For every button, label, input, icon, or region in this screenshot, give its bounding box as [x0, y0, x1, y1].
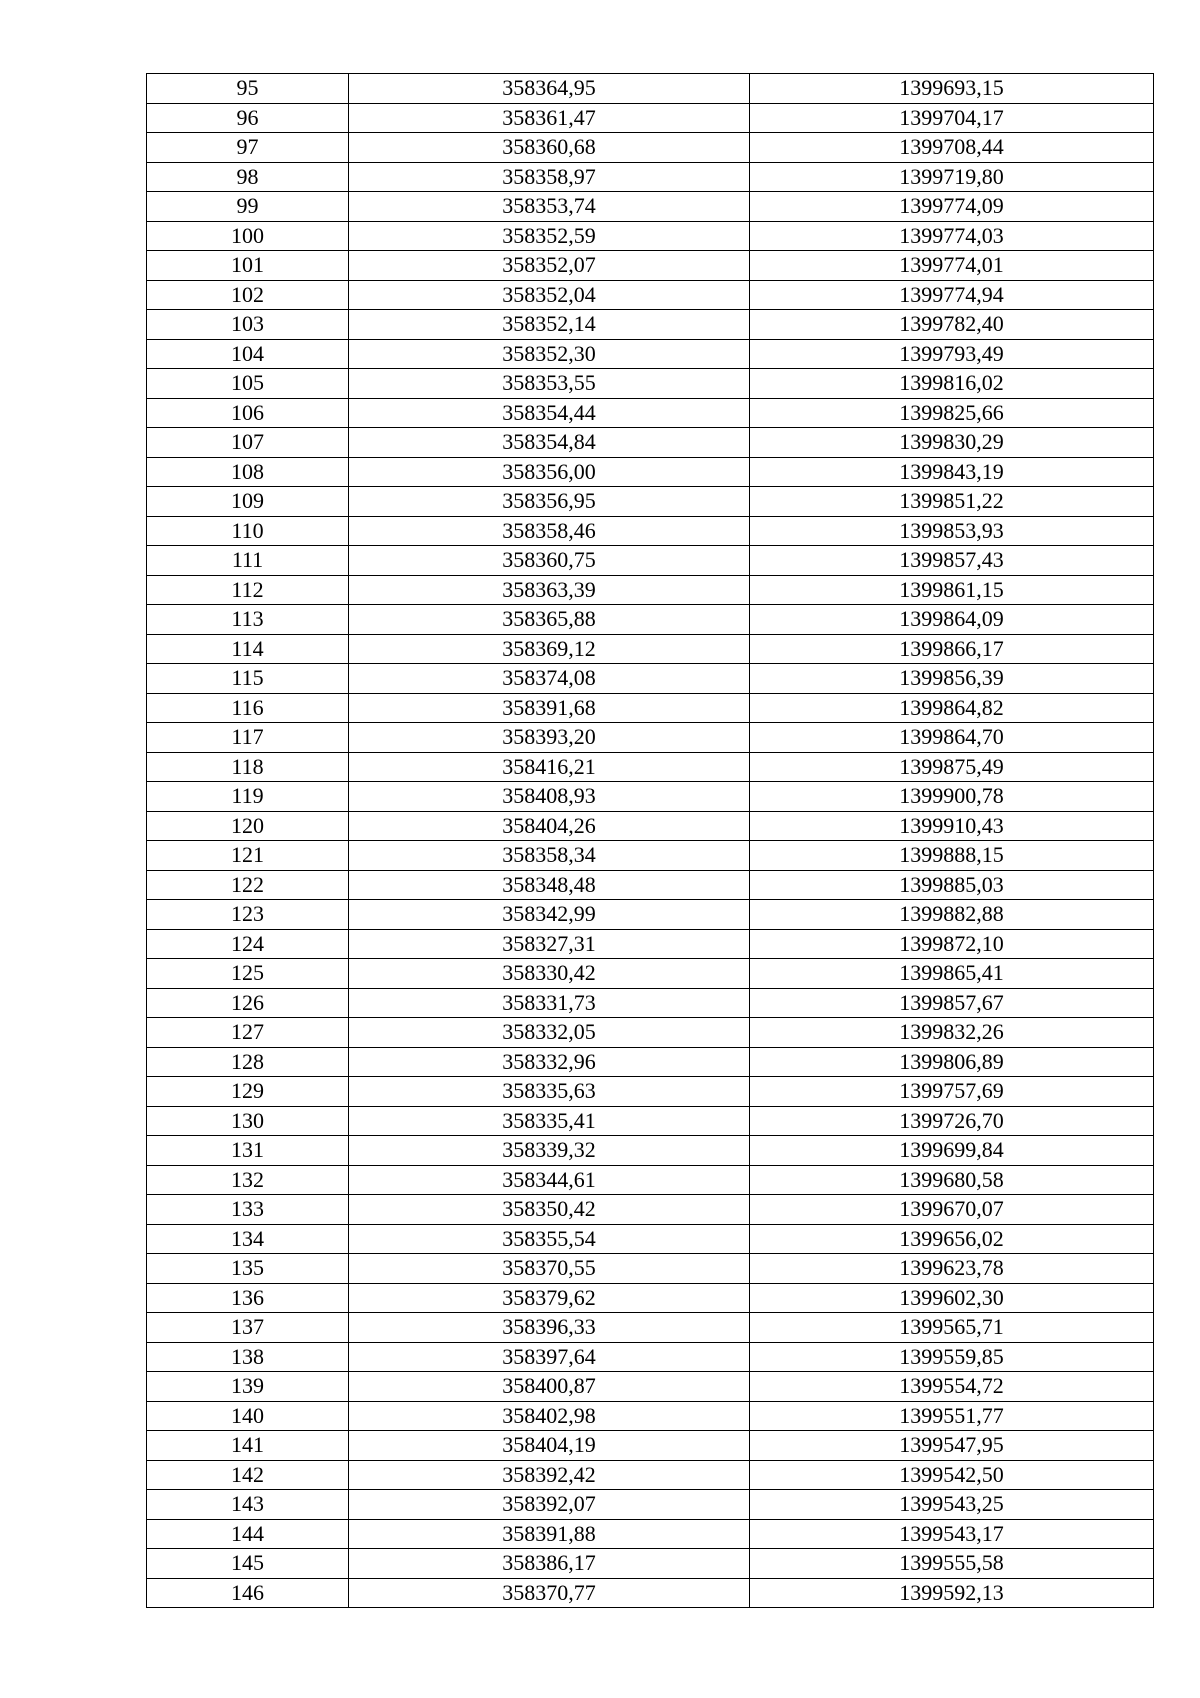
x-coordinate-cell: 358358,46	[349, 516, 750, 546]
table-row	[147, 487, 1154, 517]
point-number-cell: 132	[147, 1165, 349, 1195]
x-coordinate-cell: 358339,32	[349, 1136, 750, 1166]
y-coordinate-cell: 1399719,80	[750, 162, 1154, 192]
y-coordinate-cell: 1399857,67	[750, 988, 1154, 1018]
x-coordinate-cell: 358353,74	[349, 192, 750, 222]
x-coordinate-cell: 358352,14	[349, 310, 750, 340]
table-row	[147, 841, 1154, 871]
x-coordinate-cell: 358392,42	[349, 1460, 750, 1490]
point-number-cell: 129	[147, 1077, 349, 1107]
table-row	[147, 752, 1154, 782]
x-coordinate-cell: 358369,12	[349, 634, 750, 664]
x-coordinate-cell: 358360,68	[349, 133, 750, 163]
point-number-cell: 116	[147, 693, 349, 723]
x-coordinate-cell: 358335,63	[349, 1077, 750, 1107]
y-coordinate-cell: 1399543,25	[750, 1490, 1154, 1520]
table-row	[147, 546, 1154, 576]
y-coordinate-cell: 1399875,49	[750, 752, 1154, 782]
point-number-cell: 134	[147, 1224, 349, 1254]
table-row	[147, 192, 1154, 222]
table-row	[147, 1342, 1154, 1372]
y-coordinate-cell: 1399793,49	[750, 339, 1154, 369]
x-coordinate-cell: 358361,47	[349, 103, 750, 133]
table-row	[147, 988, 1154, 1018]
table-row	[147, 959, 1154, 989]
point-number-cell: 141	[147, 1431, 349, 1461]
x-coordinate-cell: 358397,64	[349, 1342, 750, 1372]
x-coordinate-cell: 358332,05	[349, 1018, 750, 1048]
x-coordinate-cell: 358330,42	[349, 959, 750, 989]
table-row	[147, 1549, 1154, 1579]
table-row	[147, 428, 1154, 458]
point-number-cell: 119	[147, 782, 349, 812]
x-coordinate-cell: 358356,00	[349, 457, 750, 487]
point-number-cell: 136	[147, 1283, 349, 1313]
table-row	[147, 723, 1154, 753]
x-coordinate-cell: 358344,61	[349, 1165, 750, 1195]
point-number-cell: 112	[147, 575, 349, 605]
table-row	[147, 251, 1154, 281]
x-coordinate-cell: 358396,33	[349, 1313, 750, 1343]
table-row	[147, 1460, 1154, 1490]
y-coordinate-cell: 1399699,84	[750, 1136, 1154, 1166]
table-row	[147, 693, 1154, 723]
y-coordinate-cell: 1399559,85	[750, 1342, 1154, 1372]
table-row	[147, 664, 1154, 694]
table-row	[147, 280, 1154, 310]
table-row	[147, 516, 1154, 546]
point-number-cell: 118	[147, 752, 349, 782]
table-row	[147, 1254, 1154, 1284]
y-coordinate-cell: 1399900,78	[750, 782, 1154, 812]
y-coordinate-cell: 1399623,78	[750, 1254, 1154, 1284]
y-coordinate-cell: 1399542,50	[750, 1460, 1154, 1490]
table-row	[147, 103, 1154, 133]
x-coordinate-cell: 358352,59	[349, 221, 750, 251]
x-coordinate-cell: 358364,95	[349, 74, 750, 104]
point-number-cell: 104	[147, 339, 349, 369]
x-coordinate-cell: 358360,75	[349, 546, 750, 576]
x-coordinate-cell: 358332,96	[349, 1047, 750, 1077]
y-coordinate-cell: 1399757,69	[750, 1077, 1154, 1107]
x-coordinate-cell: 358354,44	[349, 398, 750, 428]
y-coordinate-cell: 1399866,17	[750, 634, 1154, 664]
table-row	[147, 1372, 1154, 1402]
table-row	[147, 1165, 1154, 1195]
point-number-cell: 106	[147, 398, 349, 428]
y-coordinate-cell: 1399547,95	[750, 1431, 1154, 1461]
y-coordinate-cell: 1399555,58	[750, 1549, 1154, 1579]
table-row	[147, 162, 1154, 192]
point-number-cell: 131	[147, 1136, 349, 1166]
table-row	[147, 870, 1154, 900]
point-number-cell: 123	[147, 900, 349, 930]
point-number-cell: 109	[147, 487, 349, 517]
y-coordinate-cell: 1399774,09	[750, 192, 1154, 222]
table-row	[147, 1431, 1154, 1461]
y-coordinate-cell: 1399704,17	[750, 103, 1154, 133]
y-coordinate-cell: 1399864,70	[750, 723, 1154, 753]
y-coordinate-cell: 1399865,41	[750, 959, 1154, 989]
x-coordinate-cell: 358393,20	[349, 723, 750, 753]
y-coordinate-cell: 1399864,82	[750, 693, 1154, 723]
table-row	[147, 457, 1154, 487]
x-coordinate-cell: 358404,19	[349, 1431, 750, 1461]
x-coordinate-cell: 358374,08	[349, 664, 750, 694]
point-number-cell: 124	[147, 929, 349, 959]
point-number-cell: 105	[147, 369, 349, 399]
table-row	[147, 1136, 1154, 1166]
y-coordinate-cell: 1399843,19	[750, 457, 1154, 487]
point-number-cell: 127	[147, 1018, 349, 1048]
y-coordinate-cell: 1399872,10	[750, 929, 1154, 959]
point-number-cell: 95	[147, 74, 349, 104]
y-coordinate-cell: 1399888,15	[750, 841, 1154, 871]
y-coordinate-cell: 1399774,01	[750, 251, 1154, 281]
x-coordinate-cell: 358353,55	[349, 369, 750, 399]
table-row	[147, 782, 1154, 812]
y-coordinate-cell: 1399551,77	[750, 1401, 1154, 1431]
x-coordinate-cell: 358370,55	[349, 1254, 750, 1284]
table-row	[147, 1578, 1154, 1608]
y-coordinate-cell: 1399670,07	[750, 1195, 1154, 1225]
table-row	[147, 1018, 1154, 1048]
y-coordinate-cell: 1399782,40	[750, 310, 1154, 340]
table-row	[147, 1313, 1154, 1343]
y-coordinate-cell: 1399592,13	[750, 1578, 1154, 1608]
x-coordinate-cell: 358331,73	[349, 988, 750, 1018]
y-coordinate-cell: 1399832,26	[750, 1018, 1154, 1048]
point-number-cell: 146	[147, 1578, 349, 1608]
y-coordinate-cell: 1399554,72	[750, 1372, 1154, 1402]
y-coordinate-cell: 1399816,02	[750, 369, 1154, 399]
table-row	[147, 1224, 1154, 1254]
point-number-cell: 97	[147, 133, 349, 163]
point-number-cell: 137	[147, 1313, 349, 1343]
table-row	[147, 74, 1154, 104]
x-coordinate-cell: 358392,07	[349, 1490, 750, 1520]
point-number-cell: 98	[147, 162, 349, 192]
point-number-cell: 117	[147, 723, 349, 753]
y-coordinate-cell: 1399693,15	[750, 74, 1154, 104]
y-coordinate-cell: 1399857,43	[750, 546, 1154, 576]
point-number-cell: 139	[147, 1372, 349, 1402]
point-number-cell: 101	[147, 251, 349, 281]
table-row	[147, 1490, 1154, 1520]
table-row	[147, 133, 1154, 163]
table-row	[147, 398, 1154, 428]
x-coordinate-cell: 358342,99	[349, 900, 750, 930]
y-coordinate-cell: 1399602,30	[750, 1283, 1154, 1313]
point-number-cell: 103	[147, 310, 349, 340]
y-coordinate-cell: 1399726,70	[750, 1106, 1154, 1136]
point-number-cell: 114	[147, 634, 349, 664]
table-row	[147, 1106, 1154, 1136]
x-coordinate-cell: 358327,31	[349, 929, 750, 959]
x-coordinate-cell: 358354,84	[349, 428, 750, 458]
y-coordinate-cell: 1399861,15	[750, 575, 1154, 605]
x-coordinate-cell: 358379,62	[349, 1283, 750, 1313]
x-coordinate-cell: 358404,26	[349, 811, 750, 841]
table-row	[147, 1195, 1154, 1225]
point-number-cell: 102	[147, 280, 349, 310]
point-number-cell: 135	[147, 1254, 349, 1284]
x-coordinate-cell: 358335,41	[349, 1106, 750, 1136]
x-coordinate-cell: 358356,95	[349, 487, 750, 517]
table-row	[147, 634, 1154, 664]
point-number-cell: 140	[147, 1401, 349, 1431]
y-coordinate-cell: 1399680,58	[750, 1165, 1154, 1195]
table-row	[147, 929, 1154, 959]
x-coordinate-cell: 358391,88	[349, 1519, 750, 1549]
table-row	[147, 605, 1154, 635]
x-coordinate-cell: 358386,17	[349, 1549, 750, 1579]
y-coordinate-cell: 1399885,03	[750, 870, 1154, 900]
point-number-cell: 144	[147, 1519, 349, 1549]
table-row	[147, 1519, 1154, 1549]
x-coordinate-cell: 358408,93	[349, 782, 750, 812]
point-number-cell: 142	[147, 1460, 349, 1490]
x-coordinate-cell: 358391,68	[349, 693, 750, 723]
table-row	[147, 575, 1154, 605]
table-row	[147, 1283, 1154, 1313]
x-coordinate-cell: 358370,77	[349, 1578, 750, 1608]
x-coordinate-cell: 358348,48	[349, 870, 750, 900]
point-number-cell: 128	[147, 1047, 349, 1077]
point-number-cell: 111	[147, 546, 349, 576]
point-number-cell: 99	[147, 192, 349, 222]
point-number-cell: 121	[147, 841, 349, 871]
y-coordinate-cell: 1399864,09	[750, 605, 1154, 635]
point-number-cell: 145	[147, 1549, 349, 1579]
point-number-cell: 108	[147, 457, 349, 487]
x-coordinate-cell: 358352,30	[349, 339, 750, 369]
table-row	[147, 369, 1154, 399]
point-number-cell: 130	[147, 1106, 349, 1136]
table-row	[147, 221, 1154, 251]
point-number-cell: 120	[147, 811, 349, 841]
y-coordinate-cell: 1399708,44	[750, 133, 1154, 163]
x-coordinate-cell: 358355,54	[349, 1224, 750, 1254]
y-coordinate-cell: 1399543,17	[750, 1519, 1154, 1549]
x-coordinate-cell: 358352,07	[349, 251, 750, 281]
y-coordinate-cell: 1399565,71	[750, 1313, 1154, 1343]
point-number-cell: 107	[147, 428, 349, 458]
x-coordinate-cell: 358358,97	[349, 162, 750, 192]
x-coordinate-cell: 358400,87	[349, 1372, 750, 1402]
y-coordinate-cell: 1399825,66	[750, 398, 1154, 428]
table-row	[147, 900, 1154, 930]
y-coordinate-cell: 1399910,43	[750, 811, 1154, 841]
y-coordinate-cell: 1399774,94	[750, 280, 1154, 310]
table-row	[147, 811, 1154, 841]
point-number-cell: 125	[147, 959, 349, 989]
point-number-cell: 122	[147, 870, 349, 900]
x-coordinate-cell: 358416,21	[349, 752, 750, 782]
y-coordinate-cell: 1399806,89	[750, 1047, 1154, 1077]
point-number-cell: 113	[147, 605, 349, 635]
point-number-cell: 96	[147, 103, 349, 133]
table-row	[147, 1077, 1154, 1107]
x-coordinate-cell: 358352,04	[349, 280, 750, 310]
point-number-cell: 133	[147, 1195, 349, 1225]
table-row	[147, 339, 1154, 369]
x-coordinate-cell: 358363,39	[349, 575, 750, 605]
point-number-cell: 100	[147, 221, 349, 251]
y-coordinate-cell: 1399830,29	[750, 428, 1154, 458]
point-number-cell: 143	[147, 1490, 349, 1520]
point-number-cell: 126	[147, 988, 349, 1018]
y-coordinate-cell: 1399853,93	[750, 516, 1154, 546]
coordinates-table-body	[147, 74, 1154, 1608]
y-coordinate-cell: 1399851,22	[750, 487, 1154, 517]
x-coordinate-cell: 358402,98	[349, 1401, 750, 1431]
coordinates-table	[146, 73, 1154, 1608]
table-row	[147, 1047, 1154, 1077]
point-number-cell: 115	[147, 664, 349, 694]
x-coordinate-cell: 358365,88	[349, 605, 750, 635]
y-coordinate-cell: 1399882,88	[750, 900, 1154, 930]
x-coordinate-cell: 358358,34	[349, 841, 750, 871]
table-row	[147, 1401, 1154, 1431]
y-coordinate-cell: 1399774,03	[750, 221, 1154, 251]
table-row	[147, 310, 1154, 340]
y-coordinate-cell: 1399656,02	[750, 1224, 1154, 1254]
y-coordinate-cell: 1399856,39	[750, 664, 1154, 694]
x-coordinate-cell: 358350,42	[349, 1195, 750, 1225]
point-number-cell: 138	[147, 1342, 349, 1372]
point-number-cell: 110	[147, 516, 349, 546]
